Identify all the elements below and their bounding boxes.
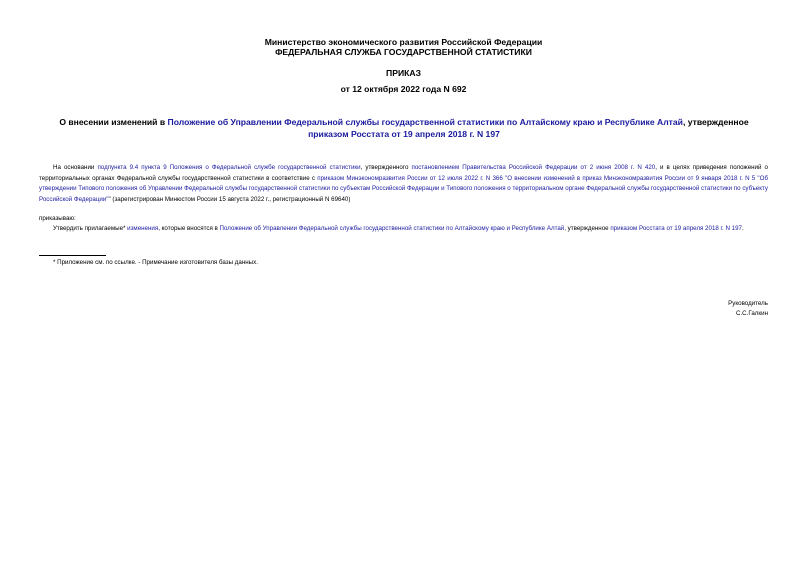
p3-link-regulation[interactable]: Положение об Управлении Федеральной службы государственной статистики по Алтайскому краю и Республике Алтай: [219, 225, 565, 232]
title-link-regulation[interactable]: Положение об Управлении Федеральной службы государственной статистики по Алтайскому краю и Республике Алтай: [167, 117, 683, 127]
p1-text-1: На основании: [53, 164, 98, 171]
footnote: * Приложение см. по ссылке. - Примечание изготовителя базы данных.: [53, 259, 258, 266]
p1-text-5: " (зарегистрирован Минюстом России 15 августа 2022 г., регистрационный N 69640): [108, 195, 351, 203]
p1-link-resolution[interactable]: постановлением Правительства Российской Федерации от 2 июня 2008 г. N 420: [411, 164, 656, 171]
signature-name: С.С.Галкин: [735, 310, 768, 317]
document-title: [44, 116, 764, 140]
title-link-order[interactable]: приказом Росстата от 19 апреля 2018 г. N 197: [308, 129, 500, 139]
p3-link-changes[interactable]: изменения: [127, 225, 159, 232]
date-number-heading: от 12 октября 2022 года N 692: [340, 84, 467, 94]
footnote-divider: [39, 255, 106, 256]
service-heading: ФЕДЕРАЛЬНАЯ СЛУЖБА ГОСУДАРСТВЕННОЙ СТАТИСТИКИ: [275, 47, 532, 57]
p1-link-order-366[interactable]: приказом Минэкономразвития России от 12 июля 2022 г. N 366: [317, 174, 503, 182]
p1-link-subpoint[interactable]: подпункта 9.4 пункта 9 Положения о Федеральной службе государственной статистики: [97, 164, 361, 171]
paragraph-order: приказываю:: [39, 215, 76, 222]
p3-text-1: Утвердить прилагаемые*: [53, 225, 128, 232]
p1-text-2: , утвержденного: [360, 164, 412, 171]
paragraph-approve: [39, 224, 768, 235]
title-middle: , утвержденное: [682, 117, 749, 127]
paragraph-basis: [39, 163, 768, 205]
p3-text-4: .: [742, 225, 744, 232]
p1-text-3: , и в целях приведения положений о территориальных органах Федеральной службы государственной статистики в соответствие с: [39, 164, 768, 182]
doc-type-heading: ПРИКАЗ: [386, 68, 421, 78]
ministry-heading: Министерство экономического развития Российской Федерации: [264, 37, 543, 47]
title-prefix: О внесении изменений в: [59, 117, 168, 127]
p1-link-order-title[interactable]: "О внесении изменений в приказ Минэкономразвития России от 9 января 2018 г. N 5 "Об утверждении Типового положения об Управлении Федеральной службы государственной статистики по субъектам Российской Федерации и Типового положения о территориальном органе Федеральной службы государственной статистики по субъекту Российской Федерации": [39, 174, 768, 203]
p3-text-3: , утвержденное: [564, 225, 611, 232]
signature-role: Руководитель: [728, 300, 768, 307]
p3-link-order[interactable]: приказом Росстата от 19 апреля 2018 г. N 197: [610, 225, 742, 232]
p3-text-2: , которые вносятся в: [158, 225, 220, 232]
